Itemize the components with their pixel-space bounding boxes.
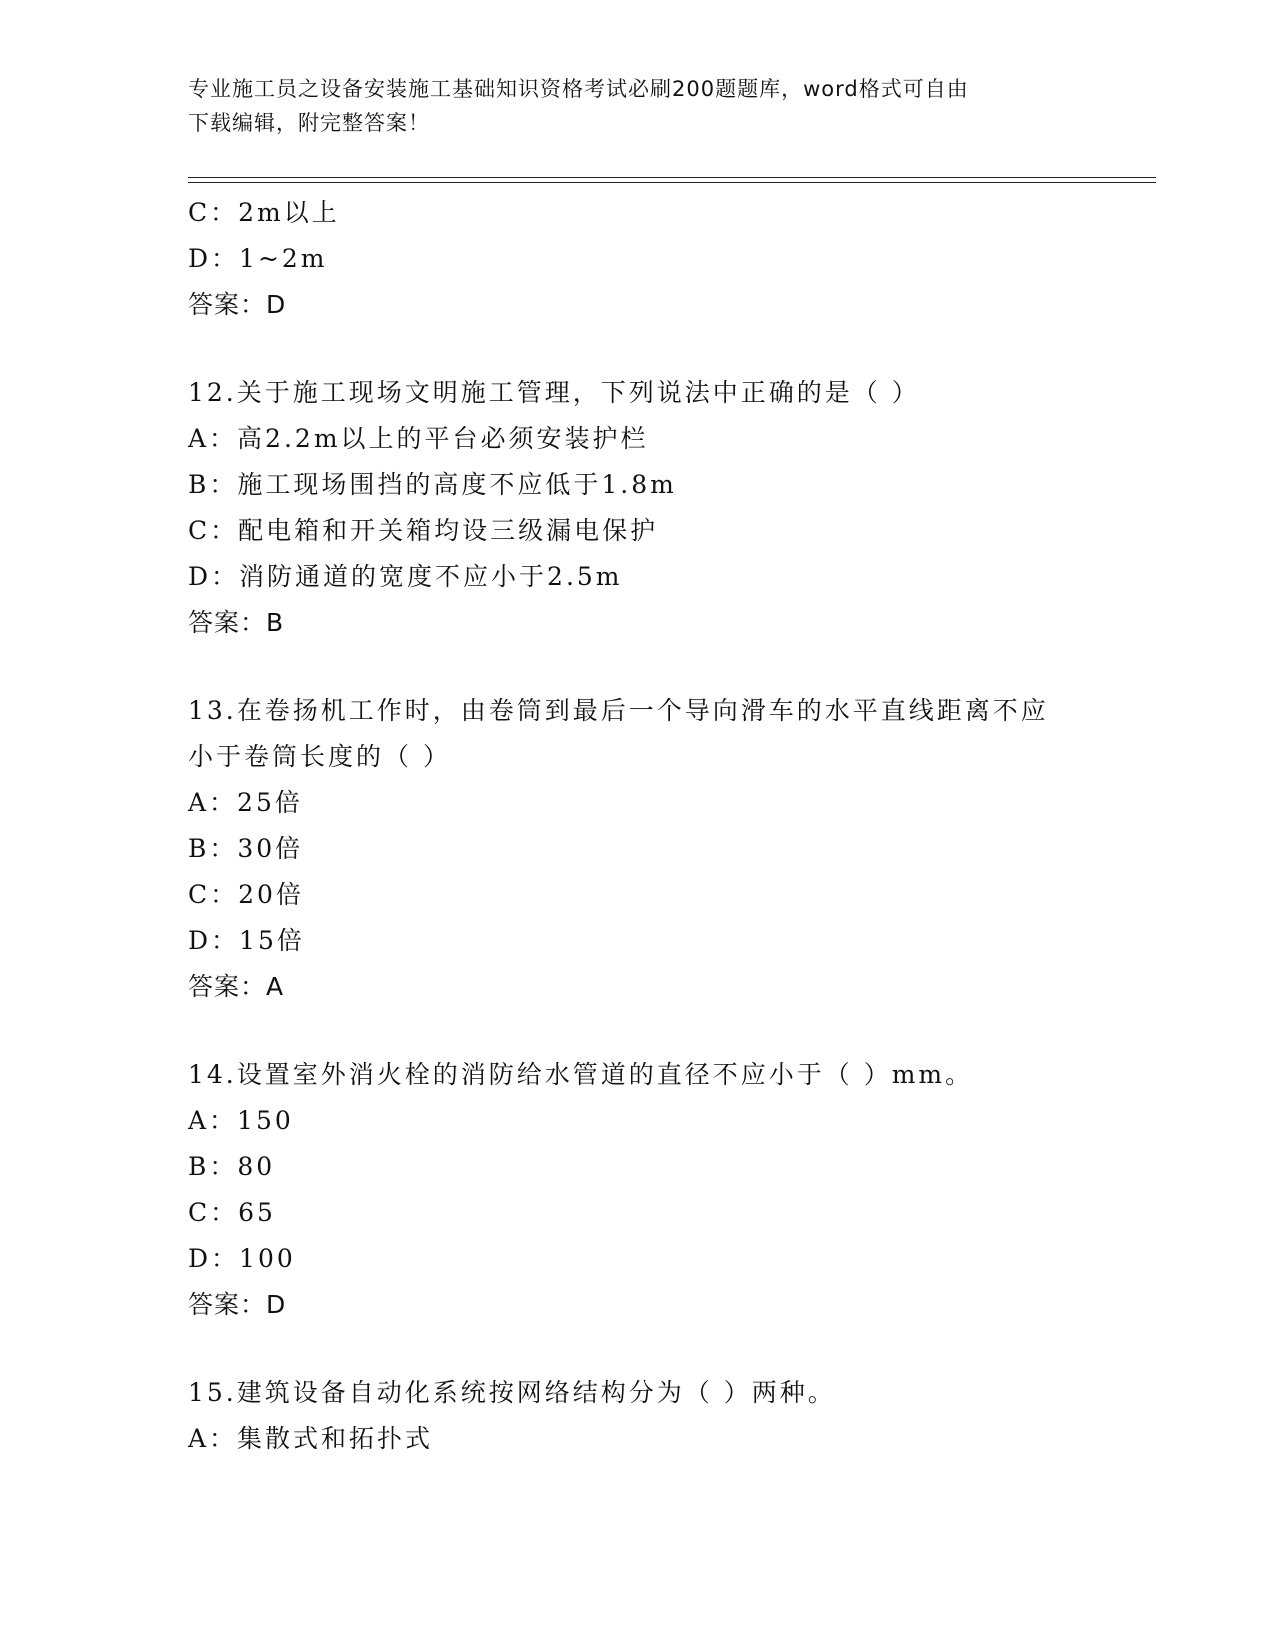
option-a: A：高2.2m以上的平台必须安装护栏 bbox=[188, 424, 649, 453]
answer-line: 答案：D bbox=[188, 290, 287, 319]
question-12 bbox=[188, 370, 1156, 646]
option-d: D：1~2m bbox=[188, 244, 328, 273]
question-carryover bbox=[188, 190, 1156, 328]
option-a: A：集散式和拓扑式 bbox=[188, 1424, 434, 1453]
option-c: C：配电箱和开关箱均设三级漏电保护 bbox=[188, 516, 659, 545]
question-15 bbox=[188, 1370, 1156, 1462]
header-divider-bottom bbox=[188, 182, 1156, 183]
question-list bbox=[188, 190, 1156, 1462]
header-line-2: 下载编辑，附完整答案！ bbox=[188, 111, 430, 135]
question-text: 14.设置室外消火栓的消防给水管道的直径不应小于（ ）mm。 bbox=[188, 1060, 974, 1089]
header-divider-top bbox=[188, 177, 1156, 178]
question-text-continued: 小于卷筒长度的（ ） bbox=[188, 742, 451, 771]
option-b: B：施工现场围挡的高度不应低于1.8m bbox=[188, 470, 677, 499]
question-text: 15.建筑设备自动化系统按网络结构分为（ ）两种。 bbox=[188, 1378, 836, 1407]
option-c: C：20倍 bbox=[188, 880, 304, 909]
header-line-1: 专业施工员之设备安装施工基础知识资格考试必刷200题题库，word格式可自由 bbox=[188, 77, 969, 101]
answer-line: 答案：D bbox=[188, 1290, 287, 1319]
option-d: D：100 bbox=[188, 1244, 296, 1273]
question-13 bbox=[188, 688, 1156, 1010]
question-text: 12.关于施工现场文明施工管理，下列说法中正确的是（ ） bbox=[188, 378, 920, 407]
question-text: 13.在卷扬机工作时，由卷筒到最后一个导向滑车的水平直线距离不应 bbox=[188, 696, 1049, 725]
document-header bbox=[188, 72, 1068, 140]
option-a: A：25倍 bbox=[188, 788, 303, 817]
option-d: D：消防通道的宽度不应小于2.5m bbox=[188, 562, 623, 591]
option-c: C：2m以上 bbox=[188, 198, 340, 227]
option-b: B：80 bbox=[188, 1152, 276, 1181]
option-c: C：65 bbox=[188, 1198, 276, 1227]
option-a: A：150 bbox=[188, 1106, 294, 1135]
answer-line: 答案：B bbox=[188, 608, 285, 637]
question-14 bbox=[188, 1052, 1156, 1328]
option-b: B：30倍 bbox=[188, 834, 304, 863]
answer-line: 答案：A bbox=[188, 972, 285, 1001]
option-d: D：15倍 bbox=[188, 926, 305, 955]
